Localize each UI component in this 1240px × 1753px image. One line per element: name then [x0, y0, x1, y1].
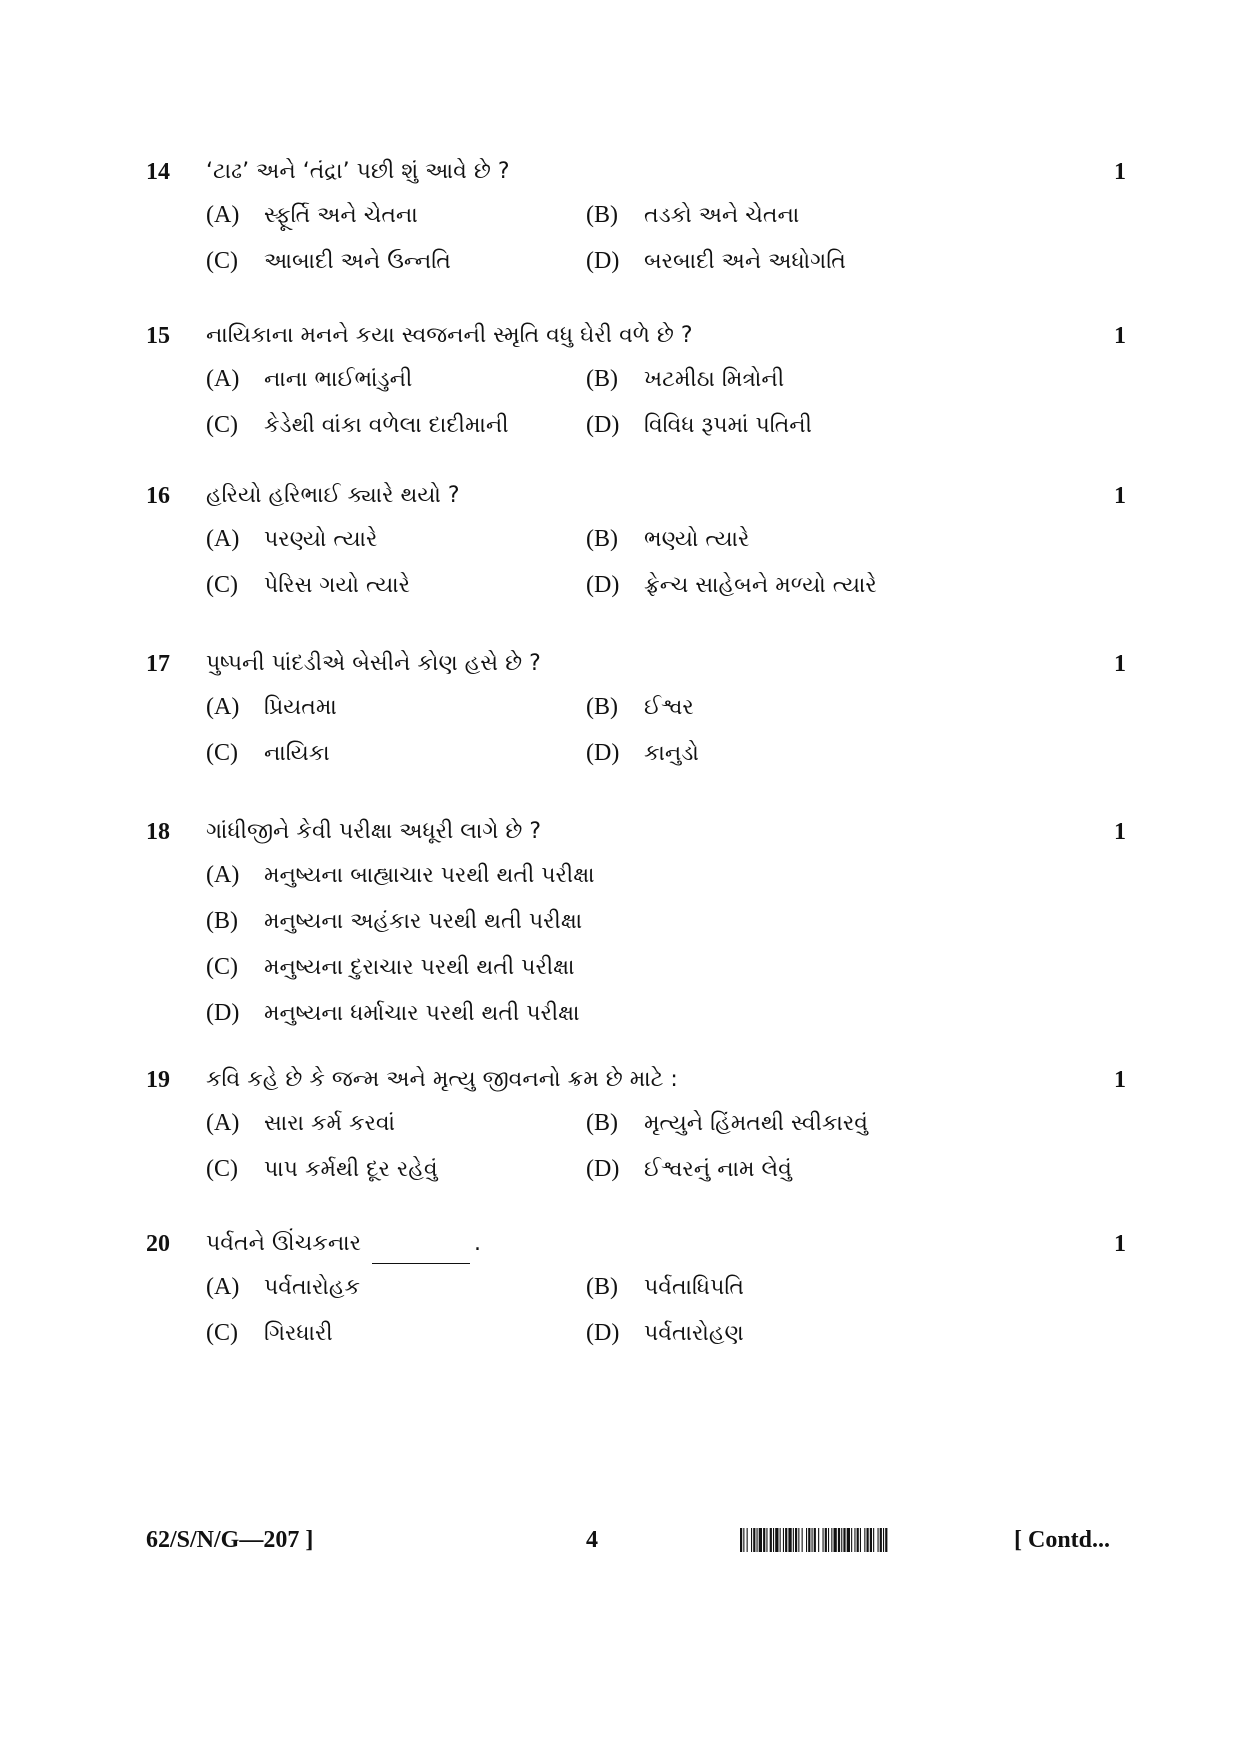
question-text: હરિયો હરિભાઈ ક્યારે થયો ?: [206, 483, 460, 508]
barcode-bar: [788, 1528, 791, 1552]
option-b: (B) મનુષ્યના અહંકાર પરથી થતી પરીક્ષા: [206, 908, 583, 934]
barcode-bar: [838, 1528, 840, 1552]
question-17: [146, 644, 1126, 776]
barcode-bar: [740, 1528, 742, 1552]
option-d: (D) મનુષ્યના ધર્માચાર પરથી થતી પરીક્ષા: [206, 1000, 580, 1026]
barcode-bar: [802, 1528, 803, 1552]
barcode-bar: [747, 1528, 748, 1552]
paper-code: 62/S/N/G—207 ]: [146, 1527, 314, 1553]
option-c: (C) મનુષ્યના દુરાચાર પરથી થતી પરીક્ષા: [206, 954, 575, 980]
option-b: (B) ખટમીઠા મિત્રોની: [586, 366, 785, 392]
question-marks: 1: [1114, 1067, 1126, 1093]
option-c: (C) કેડેથી વાંકા વળેલા દાદીમાની: [206, 412, 509, 438]
question-text: નાયિકાના મનને કયા સ્વજનની સ્મૃતિ વધુ ઘેરી વળે છે ?: [206, 323, 693, 348]
barcode-bar: [870, 1528, 872, 1552]
barcode-bar: [847, 1528, 850, 1552]
question-number: 17: [146, 651, 170, 677]
question-20: [146, 1224, 1126, 1356]
barcode-bar: [814, 1528, 816, 1552]
barcode-bar: [878, 1528, 879, 1552]
barcode-bar: [867, 1528, 869, 1552]
question-text: ‘ટાઢ’ અને ‘તંદ્રા’ પછી શું આવે છે ?: [206, 159, 510, 184]
option-b: (B) મૃત્યુને હિંમતથી સ્વીકારવું: [586, 1110, 868, 1136]
barcode-bar: [785, 1528, 787, 1552]
option-b: (B) ભણ્યો ત્યારે: [586, 526, 750, 552]
barcode-bar: [880, 1528, 882, 1552]
question-18: [146, 812, 1126, 1036]
barcode-bar: [812, 1528, 813, 1552]
question-text: પર્વતને ઊંચકનાર .: [206, 1224, 1066, 1264]
barcode-bar: [775, 1528, 778, 1552]
barcode-bar: [780, 1528, 781, 1552]
barcode-bar: [823, 1528, 824, 1552]
barcode-bar: [860, 1528, 861, 1552]
question-marks: 1: [1114, 483, 1126, 509]
barcode-bar: [808, 1528, 810, 1552]
option-a: (A) સ્ફૂર્તિ અને ચેતના: [206, 202, 418, 228]
option-b: (B) પર્વતાધિપતિ: [586, 1274, 744, 1300]
barcode-bar: [854, 1528, 855, 1552]
barcode-bar: [843, 1528, 845, 1552]
barcode-bar: [873, 1528, 874, 1552]
question-text: કવિ કહે છે કે જન્મ અને મૃત્યુ જીવનનો ક્રમ છે માટે :: [206, 1067, 678, 1092]
question-number: 14: [146, 159, 170, 185]
option-c: (C) પેરિસ ગયો ત્યારે: [206, 572, 410, 598]
question-number: 19: [146, 1067, 170, 1093]
barcode-icon: [740, 1528, 1006, 1552]
barcode-bar: [759, 1528, 762, 1552]
option-a: (A) પ્રિયતમા: [206, 694, 337, 720]
option-d: (D) કાનુડો: [586, 740, 699, 766]
barcode-bar: [763, 1528, 765, 1552]
barcode-bar: [783, 1528, 784, 1552]
question-16: [146, 476, 1126, 608]
barcode-bar: [864, 1528, 865, 1552]
continued-label: [ Contd...: [1014, 1527, 1111, 1553]
option-c: (C) પાપ કર્મથી દૂર રહેવું: [206, 1156, 438, 1182]
barcode-bar: [773, 1528, 774, 1552]
answer-blank: [372, 1239, 470, 1264]
barcode-bar: [770, 1528, 772, 1552]
question-text: ગાંધીજીને કેવી પરીક્ષા અધૂરી લાગે છે ?: [206, 819, 542, 844]
option-d: (D) બરબાદી અને અધોગતિ: [586, 248, 846, 274]
question-marks: 1: [1114, 159, 1126, 185]
barcode-bar: [831, 1528, 832, 1552]
question-number: 18: [146, 819, 170, 845]
barcode-bar: [766, 1528, 767, 1552]
option-c: (C) નાયિકા: [206, 740, 330, 766]
option-b: (B) તડકો અને ચેતના: [586, 202, 800, 228]
barcode-bar: [883, 1528, 884, 1552]
barcode-bar: [825, 1528, 827, 1552]
option-d: (D) પર્વતારોહણ: [586, 1320, 744, 1346]
option-a: (A) પરણ્યો ત્યારે: [206, 526, 378, 552]
barcode-bar: [753, 1528, 755, 1552]
option-c: (C) ગિરધારી: [206, 1320, 333, 1346]
barcode-bar: [857, 1528, 859, 1552]
page-footer: [146, 1518, 1130, 1562]
question-14: [146, 152, 1126, 284]
option-a: (A) મનુષ્યના બાહ્યાચાર પરથી થતી પરીક્ષા: [206, 862, 595, 888]
option-b: (B) ઈશ્વર: [586, 694, 694, 720]
barcode-bar: [818, 1528, 819, 1552]
barcode-bar: [743, 1528, 744, 1552]
option-a: (A) સારા કર્મ કરવાં: [206, 1110, 396, 1136]
option-c: (C) આબાદી અને ઉન્નતિ: [206, 248, 451, 274]
question-marks: 1: [1114, 1231, 1126, 1257]
option-d: (D) વિવિધ રૂપમાં પતિની: [586, 412, 812, 438]
barcode-bar: [851, 1528, 852, 1552]
question-marks: 1: [1114, 323, 1126, 349]
question-19: [146, 1060, 1126, 1192]
option-a: (A) નાના ભાઈભાંડુની: [206, 366, 413, 392]
barcode-bar: [841, 1528, 842, 1552]
option-d: (D) ફ્રેન્ચ સાહેબને મળ્યો ત્યારે: [586, 572, 877, 598]
option-d: (D) ઈશ્વરનું નામ લેવું: [586, 1156, 792, 1182]
barcode-bar: [834, 1528, 837, 1552]
question-marks: 1: [1114, 651, 1126, 677]
question-number: 15: [146, 323, 170, 349]
barcode-bar: [795, 1528, 797, 1552]
barcode-bar: [828, 1528, 829, 1552]
barcode-bar: [751, 1528, 752, 1552]
question-marks: 1: [1114, 819, 1126, 845]
page-number: 4: [586, 1527, 598, 1553]
question-15: [146, 316, 1126, 448]
barcode-bar: [793, 1528, 794, 1552]
barcode-bar: [885, 1528, 887, 1552]
option-a: (A) પર્વતારોહક: [206, 1274, 361, 1300]
question-number: 20: [146, 1231, 170, 1257]
barcode-bar: [806, 1528, 807, 1552]
barcode-bar: [757, 1528, 758, 1552]
question-number: 16: [146, 483, 170, 509]
barcode-bar: [798, 1528, 799, 1552]
question-text: પુષ્પની પાંદડીએ બેસીને કોણ હસે છે ?: [206, 651, 541, 676]
